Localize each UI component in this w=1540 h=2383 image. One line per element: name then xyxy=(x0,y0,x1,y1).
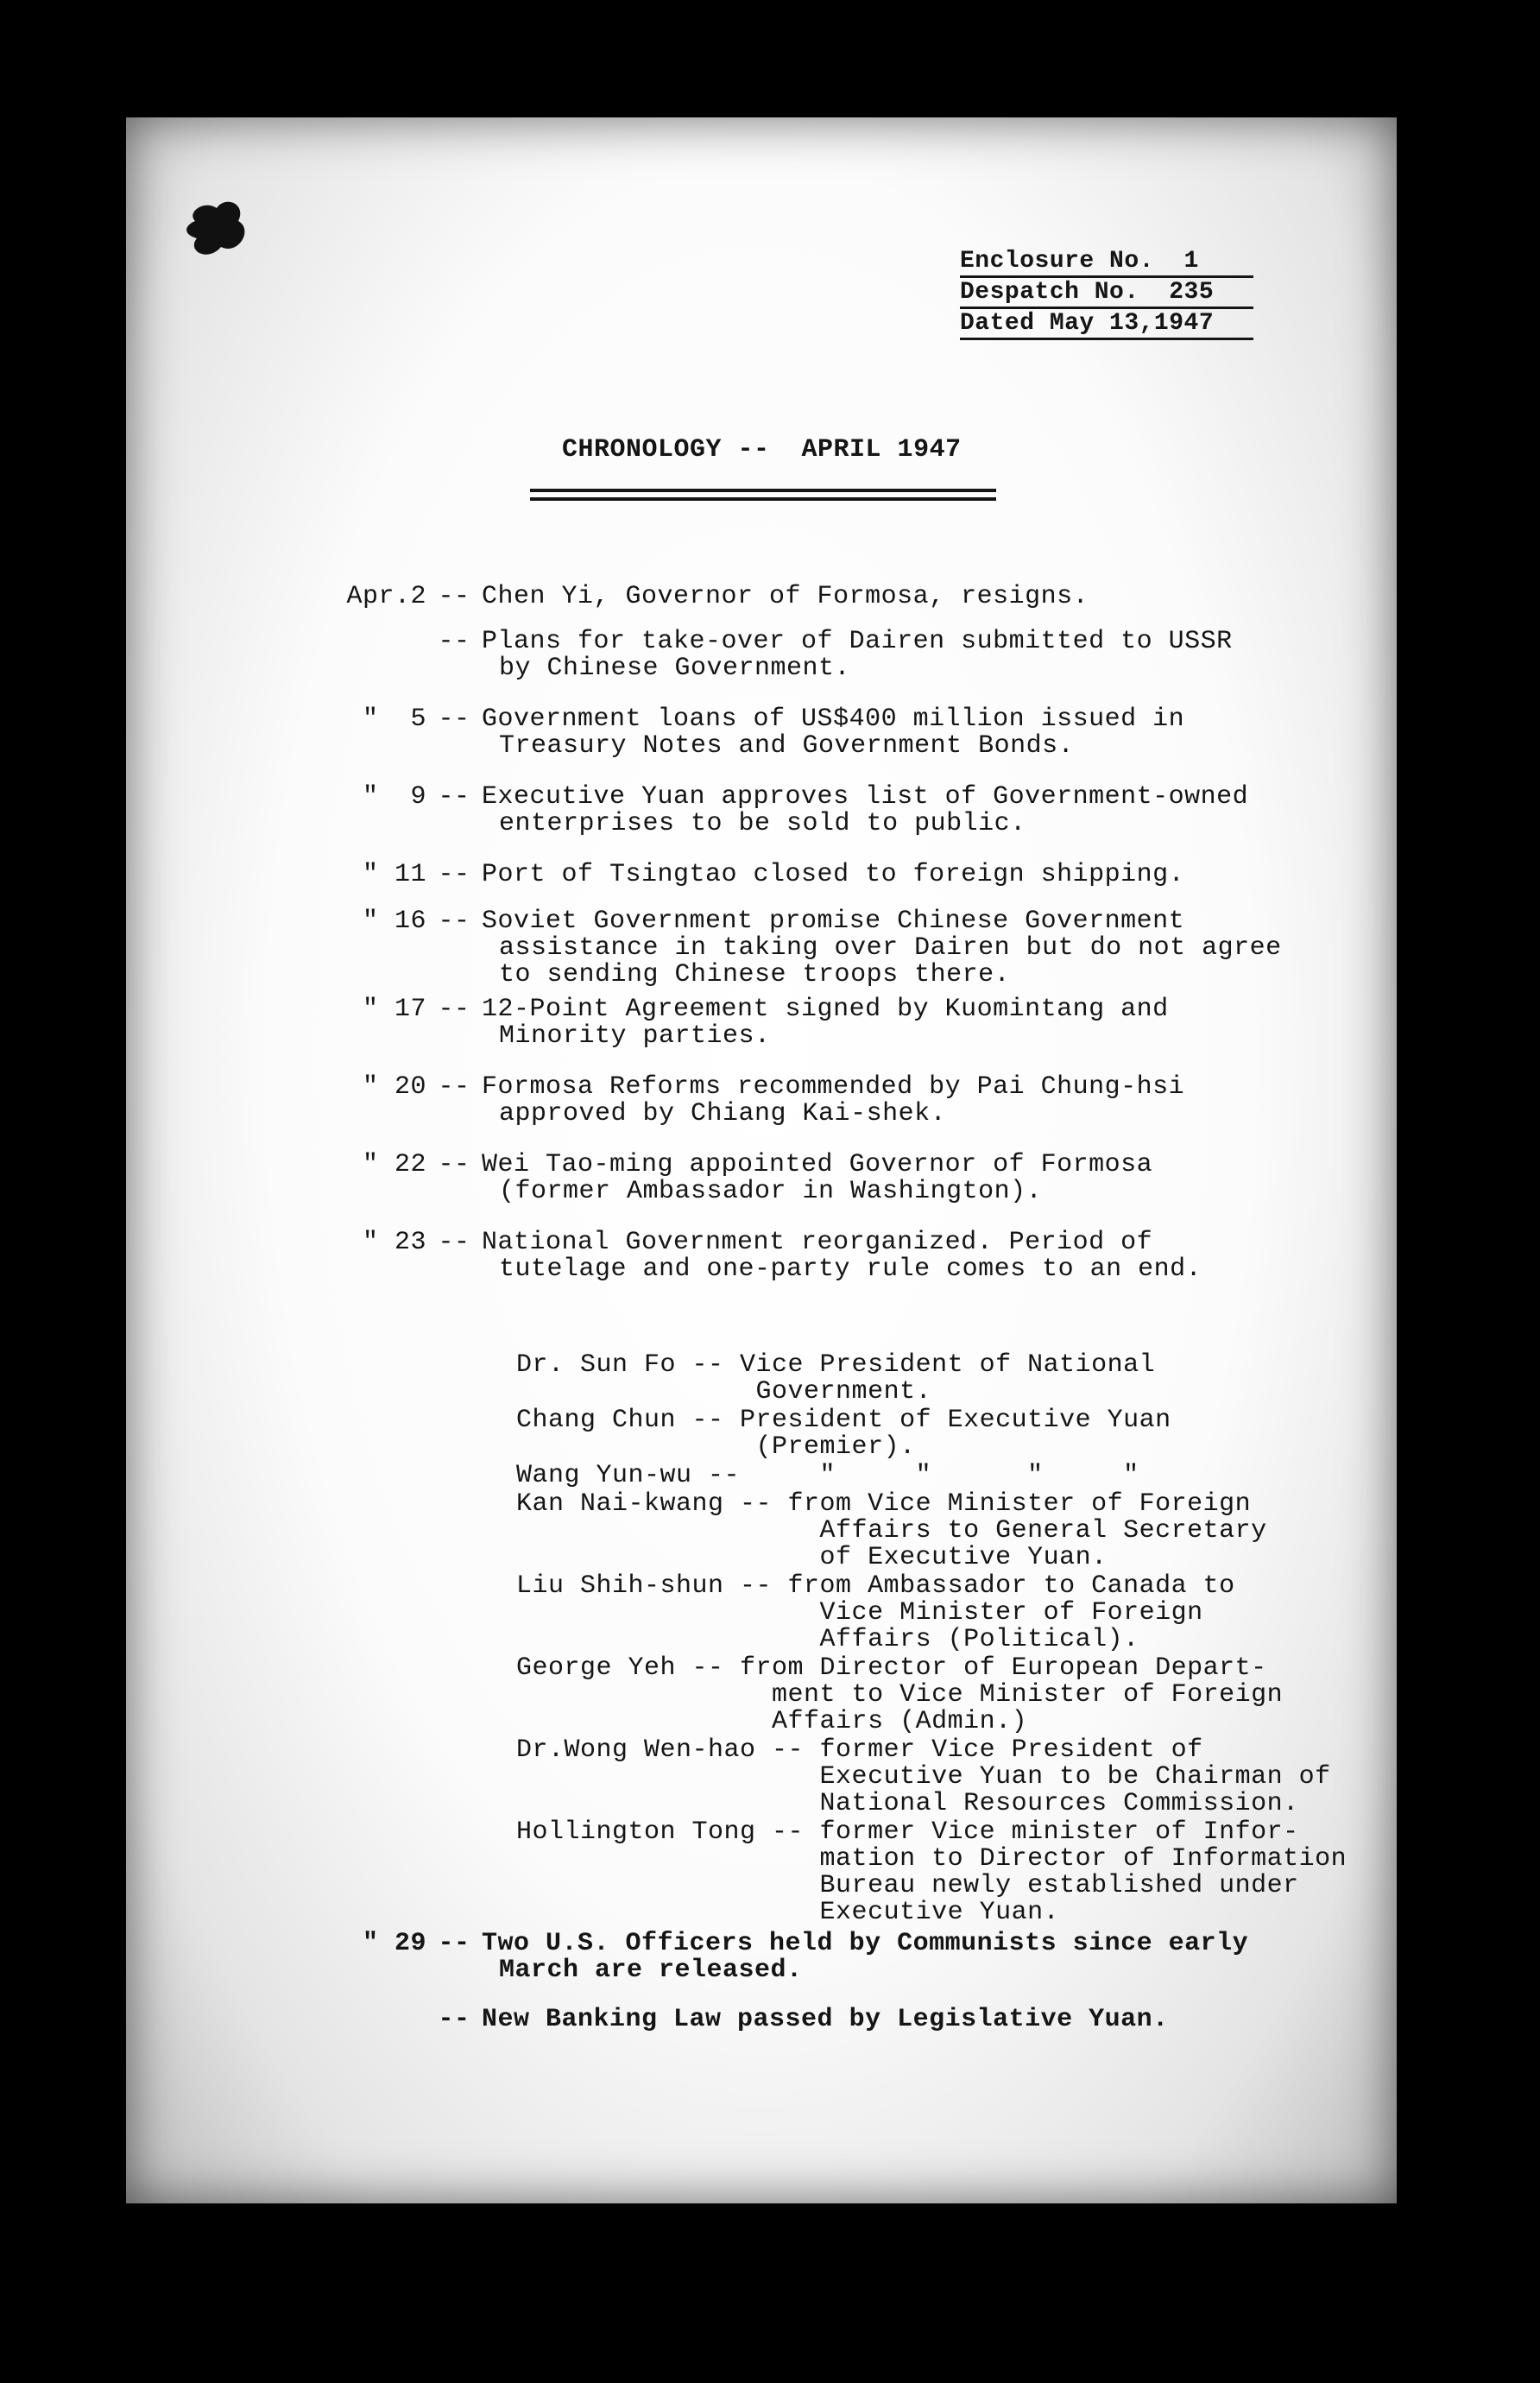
entry-date: " 20 xyxy=(362,1072,426,1102)
appointment-text-continued: Bureau newly established under xyxy=(516,1871,1299,1900)
entry-text-continued: Minority parties. xyxy=(499,1021,771,1051)
entry-text: Chen Yi, Governor of Formosa, resigns. xyxy=(482,582,1089,611)
entry-text: Government loans of US$400 million issued in xyxy=(482,705,1185,734)
entry-text-continued: by Chinese Government. xyxy=(499,654,851,683)
entry-dash: -- xyxy=(438,1072,470,1102)
entry-text: 12-Point Agreement signed by Kuomintang and xyxy=(482,995,1169,1024)
entry-text-continued: assistance in taking over Dairen but do not agree xyxy=(499,933,1282,963)
entry-text: National Government reorganized. Period of xyxy=(482,1228,1153,1257)
entry-dash: -- xyxy=(438,1228,470,1257)
chronology-entry xyxy=(338,1229,1374,1283)
chronology-entry xyxy=(338,996,1374,1050)
appointment-text-continued: mation to Director of Information xyxy=(516,1844,1348,1874)
entry-text-continued: (former Ambassador in Washington). xyxy=(499,1177,1043,1206)
appointment-text: Dr.Wong Wen-hao -- former Vice President of xyxy=(516,1735,1203,1765)
chronology-entry xyxy=(338,2007,1374,2033)
appointment-text-continued: ment to Vice Minister of Foreign xyxy=(516,1680,1284,1710)
entry-text: Wei Tao-ming appointed Governor of Formosa xyxy=(482,1150,1153,1179)
entry-text-continued: approved by Chiang Kai-shek. xyxy=(499,1099,947,1128)
chronology-entry xyxy=(338,1152,1374,1205)
page-title: CHRONOLOGY -- APRIL 1947 xyxy=(562,435,962,465)
entry-date: " 29 xyxy=(362,1929,426,1958)
appointment-text: Kan Nai-kwang -- from Vice Minister of Foreign xyxy=(516,1489,1252,1519)
chronology-entry xyxy=(338,629,1374,682)
appointment-text: Liu Shih-shun -- from Ambassador to Canada to xyxy=(516,1571,1235,1601)
entry-date: " 22 xyxy=(362,1150,426,1179)
entry-date: " 17 xyxy=(362,995,426,1024)
entry-dash: -- xyxy=(438,907,470,936)
entry-text-continued: enterprises to be sold to public. xyxy=(499,809,1026,838)
entry-date: " 5 xyxy=(362,705,426,734)
entry-text: Soviet Government promise Chinese Government xyxy=(482,907,1185,936)
entry-dash: -- xyxy=(438,2005,470,2034)
appointment-text-continued: Affairs (Admin.) xyxy=(516,1707,1028,1736)
entry-text: Executive Yuan approves list of Government-owned xyxy=(482,782,1249,812)
document-page xyxy=(126,117,1397,2203)
appointment-text-continued: Executive Yuan to be Chairman of xyxy=(516,1762,1331,1792)
entry-date: " 23 xyxy=(362,1228,426,1257)
appointment-item xyxy=(516,1737,1345,1817)
appointment-item xyxy=(516,1573,1345,1653)
entry-dash: -- xyxy=(438,627,470,656)
entry-date: " 11 xyxy=(362,860,426,889)
appointment-text: Chang Chun -- President of Executive Yuan xyxy=(516,1406,1171,1435)
entry-text: Two U.S. Officers held by Communists since early xyxy=(482,1929,1249,1958)
appointment-text: Dr. Sun Fo -- Vice President of National xyxy=(516,1350,1156,1380)
chronology-entry xyxy=(338,784,1374,838)
entry-text-continued: tutelage and one-party rule comes to an end. xyxy=(499,1255,1202,1284)
title-rule-bottom xyxy=(530,497,996,501)
chronology-entry xyxy=(338,908,1374,989)
despatch-number: Despatch No. 235 xyxy=(960,278,1253,309)
appointment-text: Wang Yun-wu -- " " " " xyxy=(516,1461,1139,1490)
entry-date: " 9 xyxy=(362,782,426,812)
appointment-item xyxy=(516,1463,1345,1489)
chronology-entry xyxy=(338,1074,1374,1128)
dated-line: Dated May 13,1947 xyxy=(960,309,1253,340)
entry-dash: -- xyxy=(438,582,470,611)
appointment-item xyxy=(516,1491,1345,1571)
entry-text: Formosa Reforms recommended by Pai Chung-hsi xyxy=(482,1072,1185,1102)
chronology-entry xyxy=(338,862,1374,888)
entry-dash: -- xyxy=(438,1929,470,1958)
appointment-item xyxy=(516,1407,1345,1461)
appointment-text: Hollington Tong -- former Vice minister of Infor- xyxy=(516,1817,1299,1847)
entry-text-continued: Treasury Notes and Government Bonds. xyxy=(499,731,1075,761)
title-rule-top xyxy=(530,489,996,492)
appointment-text-continued: Vice Minister of Foreign xyxy=(516,1598,1203,1628)
appointment-item xyxy=(516,1655,1345,1735)
entry-text: Plans for take-over of Dairen submitted to USSR xyxy=(482,627,1233,656)
chronology-entry xyxy=(338,706,1374,760)
appointments-list xyxy=(516,1350,1348,1928)
appointment-text: George Yeh -- from Director of European Depart- xyxy=(516,1653,1267,1683)
chronology-entry xyxy=(338,1931,1374,1984)
entry-text: Port of Tsingtao closed to foreign shipping. xyxy=(482,860,1185,889)
entry-dash: -- xyxy=(438,782,470,812)
entry-dash: -- xyxy=(438,705,470,734)
ink-blot-mark xyxy=(178,195,256,264)
appointment-text-continued: Affairs to General Secretary xyxy=(516,1516,1267,1545)
appointment-text-continued: Government. xyxy=(516,1377,932,1406)
entry-dash: -- xyxy=(438,995,470,1024)
enclosure-block xyxy=(960,247,1253,340)
entry-text-continued: to sending Chinese troops there. xyxy=(499,960,1011,989)
appointment-text-continued: National Resources Commission. xyxy=(516,1789,1299,1818)
appointment-text-continued: (Premier). xyxy=(516,1432,916,1462)
entry-text-continued: March are released. xyxy=(499,1956,803,1985)
entry-text: New Banking Law passed by Legislative Yuan. xyxy=(482,2005,1169,2034)
entry-dash: -- xyxy=(438,1150,470,1179)
appointment-text-continued: of Executive Yuan. xyxy=(516,1543,1108,1572)
appointment-text-continued: Affairs (Political). xyxy=(516,1625,1139,1654)
entry-date: Apr.2 xyxy=(346,582,426,611)
appointment-text-continued: Executive Yuan. xyxy=(516,1898,1060,1927)
chronology-entry xyxy=(338,584,1374,610)
appointment-item xyxy=(516,1352,1345,1406)
entry-dash: -- xyxy=(438,860,470,889)
entry-date: " 16 xyxy=(362,907,426,936)
enclosure-number: Enclosure No. 1 xyxy=(960,247,1253,278)
appointment-item xyxy=(516,1817,1348,1927)
